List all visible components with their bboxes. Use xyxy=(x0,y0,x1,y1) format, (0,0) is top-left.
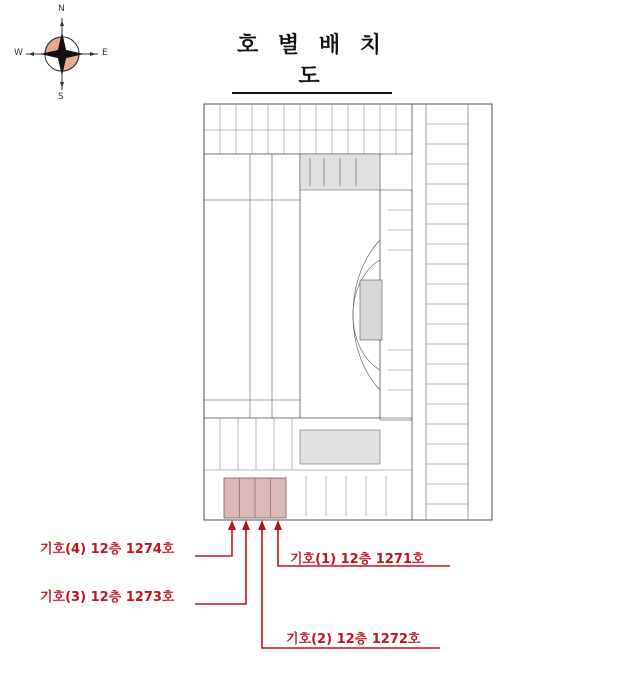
compass-east-label: E xyxy=(102,48,108,58)
compass-west-label: W xyxy=(14,48,23,58)
label-unit-1274: 기호(4) 12층 1274호 xyxy=(40,542,175,557)
highlighted-units xyxy=(224,478,286,518)
label-unit-1271: 기호(1) 12층 1271호 xyxy=(290,552,425,567)
floor-plan xyxy=(200,100,496,524)
label-unit-1272: 기호(2) 12층 1272호 xyxy=(286,632,421,647)
compass-rose xyxy=(8,4,108,104)
compass-south-label: S xyxy=(58,92,64,102)
compass-north-label: N xyxy=(58,4,65,14)
page-title: 호 별 배 치 도 xyxy=(232,28,392,94)
label-unit-1273: 기호(3) 12층 1273호 xyxy=(40,590,175,605)
compass-icon xyxy=(8,4,108,104)
